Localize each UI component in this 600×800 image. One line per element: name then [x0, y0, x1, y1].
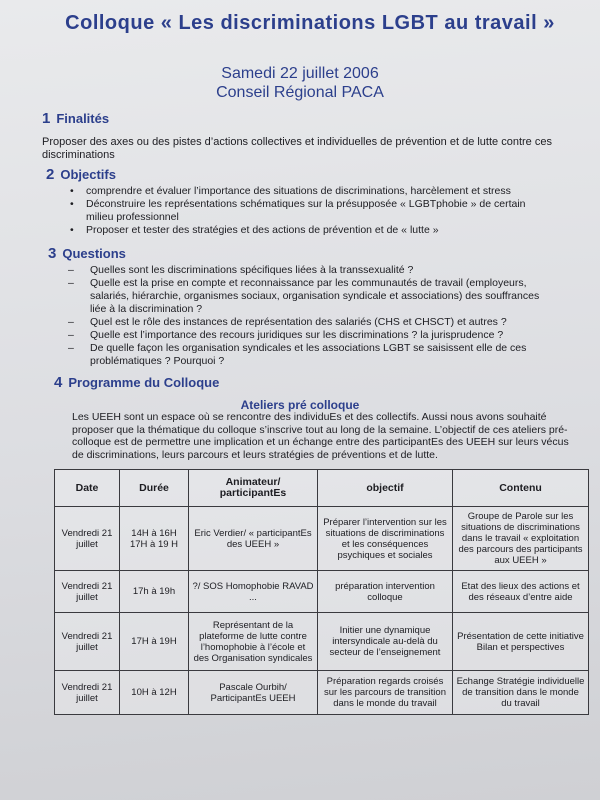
table-cell: Vendredi 21 juillet — [55, 671, 120, 715]
finalites-text: Proposer des axes ou des pistes d’actions collectives et individuelles de prévention et de lutte contre ces discriminations — [42, 136, 552, 161]
section-title: Finalités — [56, 111, 110, 126]
column-header-animateur: Animateur/ participantEs — [189, 470, 318, 507]
table-cell: 14H à 16H 17H à 19 H — [120, 507, 189, 571]
table-row — [55, 507, 589, 571]
table-cell: Représentant de la plateforme de lutte contre l’homophobie à l’école et des Organisation syndicales — [189, 613, 318, 671]
table-header-row — [55, 470, 589, 507]
table-cell: Pascale Ourbih/ ParticipantEs UEEH — [189, 671, 318, 715]
list-item: – Quel est le rôle des instances de représentation des salariés (CHS et CHSCT) et autres ? — [68, 316, 558, 329]
section-title: Questions — [62, 246, 126, 261]
questions-list — [68, 264, 558, 368]
table-cell: 10H à 12H — [120, 671, 189, 715]
list-item: – Quelle est l’importance des recours juridiques sur les discriminations ? la jurisprudence ? — [68, 329, 558, 342]
column-header-date: Date — [55, 470, 120, 507]
section-1-heading — [42, 110, 109, 127]
list-item: – Quelles sont les discriminations spécifiques liées à la transsexualité ? — [68, 264, 558, 277]
table-cell: Préparation regards croisés sur les parcours de transition dans le monde du travail — [318, 671, 453, 715]
table-cell: Vendredi 21 juillet — [55, 571, 120, 613]
list-item: – De quelle façon les organisation syndicales et les associations LGBT se saisissent elle de ces problématiques ? Pourquoi ? — [68, 342, 558, 368]
table-cell: 17H à 19H — [120, 613, 189, 671]
table-row — [55, 613, 589, 671]
table-row — [55, 671, 589, 715]
event-venue: Conseil Régional PACA — [216, 84, 384, 101]
section-title: Objectifs — [60, 167, 116, 182]
table-row — [55, 571, 589, 613]
list-item: – Quelle est la prise en compte et reconnaissance par les communautés de travail (employeurs, salariés, hiérarchie, organismes sociaux, organisation syndicale et associations) des souffrances liée à la discrimination ? — [68, 277, 558, 316]
table-cell: Préparer l’intervention sur les situations de discriminations et les conséquences psychiques et sociales — [318, 507, 453, 571]
document-subtitle — [60, 64, 540, 102]
section-number: 2 — [46, 166, 55, 183]
objectifs-list — [64, 185, 544, 237]
table-cell: Echange Stratégie individuelle de transition dans le monde du travail — [453, 671, 589, 715]
table-cell: Eric Verdier/ « participantEs des UEEH » — [189, 507, 318, 571]
column-header-objectif: objectif — [318, 470, 453, 507]
table-cell: Présentation de cette initiative Bilan et perspectives — [453, 613, 589, 671]
list-item: • Déconstruire les représentations schématiques sur la présupposée « LGBTphobie » de certain milieu professionnel — [64, 198, 544, 224]
list-item: • comprendre et évaluer l’importance des situations de discriminations, harcèlement et stress — [64, 185, 544, 198]
table-cell: ?/ SOS Homophobie RAVAD ... — [189, 571, 318, 613]
ateliers-table — [54, 469, 589, 715]
section-4-heading — [54, 374, 219, 391]
table-cell: Groupe de Parole sur les situations de discriminations dans le travail « exploitation des parcours des participants aux UEEH » — [453, 507, 589, 571]
list-item: • Proposer et tester des stratégies et des actions de prévention et de « lutte » — [64, 224, 544, 237]
column-header-duree: Durée — [120, 470, 189, 507]
section-number: 3 — [48, 245, 57, 262]
table-cell: Initier une dynamique intersyndicale au-delà du secteur de l’enseignement — [318, 613, 453, 671]
table-cell: préparation intervention colloque — [318, 571, 453, 613]
table-cell: Vendredi 21 juillet — [55, 613, 120, 671]
table-cell: 17h à 19h — [120, 571, 189, 613]
event-date: Samedi 22 juillet 2006 — [221, 65, 379, 82]
programme-intro: Les UEEH sont un espace où se rencontre des individuEs et des collectifs. Aussi nous avons souhaité proposer que la thématique du colloque s’inscrive tout au long de la semaine. L’objectif de ces ateliers pré-colloque est de permettre une implication et un échange entre des participantEs des UEEH sur leurs vécus de discriminations, leurs parcours et leurs stratégies de préventions et de lutte. — [72, 411, 569, 461]
section-title: Programme du Colloque — [68, 375, 220, 390]
table-cell: Vendredi 21 juillet — [55, 507, 120, 571]
section-number: 1 — [42, 110, 51, 127]
document-title: Colloque « Les discriminations LGBT au travail » — [65, 12, 555, 34]
table-cell: Etat des lieux des actions et des réseaux d’entre aide — [453, 571, 589, 613]
column-header-contenu: Contenu — [453, 470, 589, 507]
section-3-heading — [48, 245, 126, 262]
section-2-heading — [46, 166, 116, 183]
ateliers-heading: Ateliers pré colloque — [240, 398, 360, 412]
section-number: 4 — [54, 374, 63, 391]
